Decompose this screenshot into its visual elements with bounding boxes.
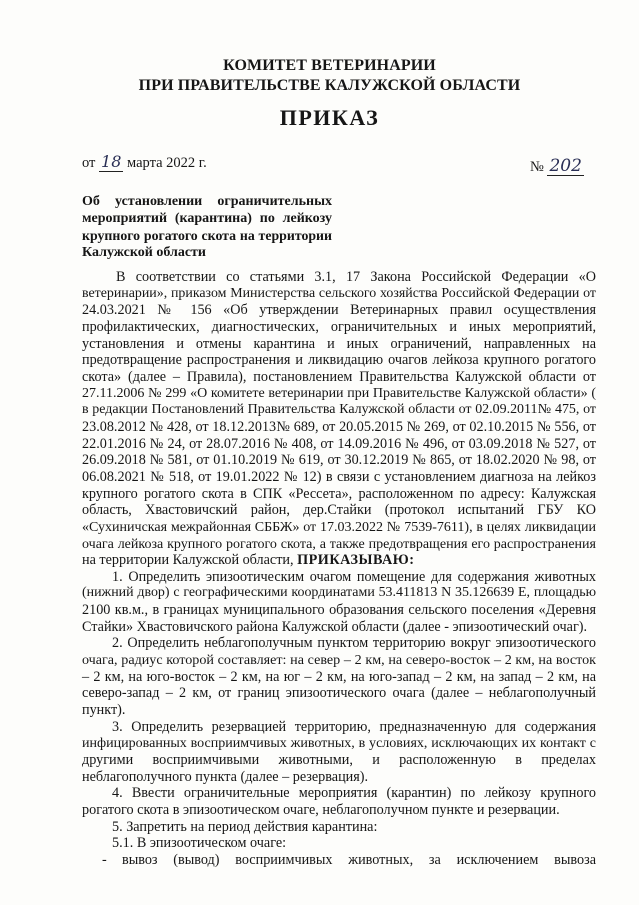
order-number (530, 157, 584, 176)
item-4-line: 4. Ввести ограничительные мероприятия (карантин) по лейкозу крупного (112, 785, 596, 802)
body-line: «Сухиничская межрайонная СББЖ» от 17.03.2022 № 7539-7611), в целях ликвидации (82, 518, 596, 535)
item-3-line: 3. Определить резервацией территорию, предназначенную для содержания (112, 718, 596, 735)
item-2-line: очага, радиус которой составляет: на север – 2 км, на северо-восток – 2 км, на восток (82, 652, 596, 669)
body-line: 23.08.2012 № 428, от 18.12.2013№ 689, от 20.05.2015 № 269, от 02.10.2015 № 556, от (82, 418, 596, 435)
number-value-handwritten: 202 (549, 156, 582, 176)
item-4-line: рогатого скота в эпизоотическом очаге, неблагополучном пункте и резервации. (82, 802, 560, 818)
subject-line: мероприятий (карантина) по лейкозу (82, 211, 332, 226)
date-prefix: от (82, 155, 96, 171)
item-2-line: северо-запад – 2 км, от границ эпизоотического очага (далее – неблагополучный (82, 685, 596, 702)
item-5-line: 5. Запретить на период действия карантина: (112, 818, 378, 835)
body-line: В соответствии со статьями 3.1, 17 Закона Российской Федерации «О (116, 269, 596, 285)
item-2-line: пункт). (82, 702, 126, 719)
item-5-1-line: 5.1. В эпизоотическом очаге: (112, 835, 287, 852)
item-3-line: неблагополучного пункта (далее – резервация). (82, 768, 369, 785)
body-line: 22.01.2016 № 24, от 28.07.2016 № 408, от 14.09.2016 № 496, от 03.09.2018 № 527, от (82, 435, 596, 452)
list-dash: - (102, 851, 107, 868)
order-subject (82, 193, 332, 261)
item-3-line: другими восприимчивыми животными, и расположенную в пределах (82, 752, 596, 769)
preamble-last-text: на территории Калужской области, (82, 552, 294, 569)
item-1-line: Стайки» Хвастовичского района Калужской области (далее - эпизоотический очаг). (82, 618, 588, 635)
body-line: 27.11.2006 № 299 «О комитете ветеринарии при Правительстве Калужской области» ( (82, 385, 596, 401)
committee-name-line1: КОМИТЕТ ВЕТЕРИНАРИИ (223, 57, 436, 74)
item-1-line: (нижний двор) с географическими координатами 53.411813 N 35.126639 E, площадью (82, 585, 596, 601)
body-line: в редакции Постановлений Правительства Калужской области от 02.09.2011№ 475, от (82, 402, 596, 418)
item-2-line: – 2 км, на юго-восток – 2 км, на юг – 2 км, на юго-запад – 2 км, на запад – 2 км, на (82, 668, 596, 685)
body-line: профилактических, диагностических, ограничительных и иных мероприятий, (82, 318, 596, 335)
body-line: ветеринарии», приказом Министерства сельского хозяйства Российской Федерации от (82, 285, 596, 301)
item-5-1-a-line (82, 852, 596, 869)
date-day-handwritten: 18 (101, 152, 122, 171)
subject-line: крупного рогатого скота на территории (82, 228, 332, 243)
subject-line: Калужской области (82, 245, 206, 260)
document-type-title: ПРИКАЗ (279, 105, 380, 130)
date-suffix: марта 2022 г. (127, 155, 207, 171)
item-1-line: 1. Определить эпизоотическим очагом помещение для содержания животных (112, 568, 596, 585)
body-line: установления и отмены карантина и иных ограничений, направленных на (82, 335, 596, 352)
order-date (82, 153, 207, 172)
item-5-1-a-text: вывоз (вывод) восприимчивых животных, за исключением вывоза (122, 851, 596, 868)
committee-name-line2: ПРИ ПРАВИТЕЛЬСТВЕ КАЛУЖСКОЙ ОБЛАСТИ (138, 77, 521, 94)
order-keyword: ПРИКАЗЫВАЮ: (297, 552, 415, 569)
body-line: область, Хвастовичский район, дер.Стайки (протокол испытаний ГБУ КО (82, 502, 596, 519)
number-prefix: № (530, 159, 544, 175)
body-line (82, 552, 596, 569)
item-1-line: 2100 кв.м., в границах муниципального образования сельского поселения «Деревня (82, 602, 596, 619)
body-line: 24.03.2021 № 156 «Об утверждении Ветеринарных правил осуществления (82, 302, 596, 319)
body-line: крупного рогатого скота в СПК «Рессета», расположенном по адресу: Калужская (82, 485, 596, 502)
body-line: предотвращение распространения и ликвидацию очагов лейкоза крупного рогатого (82, 352, 596, 369)
body-line: скота» (далее – Правила), постановлением Правительства Калужской области от (82, 368, 596, 385)
subject-line: Об установлении ограничительных (82, 194, 332, 209)
body-line: 26.09.2018 № 581, от 01.10.2019 № 619, от 30.12.2019 № 865, от 18.02.2020 № 98, от (82, 452, 596, 469)
item-3-line: инфицированных восприимчивых животных, в условиях, исключающих их контакт с (82, 735, 596, 752)
order-body (82, 269, 596, 869)
body-line: очага лейкоза крупного рогатого скота, а также предотвращения его распространения (82, 535, 596, 552)
item-2-line: 2. Определить неблагополучным пунктом территорию вокруг эпизоотического (112, 635, 596, 652)
body-line: 06.08.2021 № 518, от 19.01.2022 № 12) в связи с установлением диагноза на лейкоз (82, 468, 596, 485)
